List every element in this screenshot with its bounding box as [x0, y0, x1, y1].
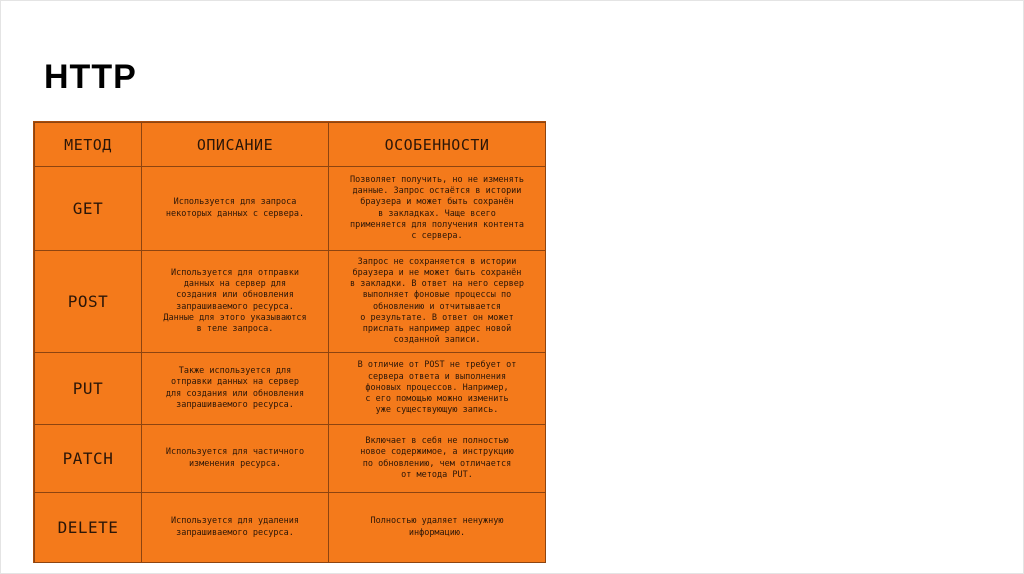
method-description: Используется для запроса некоторых данных с сервера. — [142, 167, 329, 251]
method-features: Запрос не сохраняется в истории браузера и не может быть сохранён в закладки. В ответ на него сервер выполняет фоновые процессы по обновлению и отчитывается о результате. В ответ он может прислать например адрес новой созданной записи. — [329, 251, 546, 353]
method-description: Используется для удаления запрашиваемого ресурса. — [142, 493, 329, 563]
http-methods-table — [33, 121, 546, 563]
table-row-post — [35, 251, 546, 353]
slide-title: HTTP — [44, 58, 137, 96]
method-description: Используется для частичного изменения ресурса. — [142, 425, 329, 493]
method-name: GET — [35, 167, 142, 251]
header-method: МЕТОД — [35, 123, 142, 167]
method-features: Позволяет получить, но не изменять данные. Запрос остаётся в истории браузера и может быть сохранён в закладках. Чаще всего применяется для получения контента с сервера. — [329, 167, 546, 251]
method-features: Полностью удаляет ненужную информацию. — [329, 493, 546, 563]
method-description: Также используется для отправки данных на сервер для создания или обновления запрашиваемого ресурса. — [142, 353, 329, 425]
header-features: ОСОБЕННОСТИ — [329, 123, 546, 167]
method-description: Используется для отправки данных на сервер для создания или обновления запрашиваемого ресурса. Данные для этого указываются в теле запроса. — [142, 251, 329, 353]
method-name: POST — [35, 251, 142, 353]
table-header-row — [35, 123, 546, 167]
methods-table-grid — [34, 122, 546, 563]
method-features: В отличие от POST не требует от сервера ответа и выполнения фоновых процессов. Например, с его помощью можно изменить уже существующую запись. — [329, 353, 546, 425]
table-row-get — [35, 167, 546, 251]
table-row-patch — [35, 425, 546, 493]
table-row-delete — [35, 493, 546, 563]
method-name: PUT — [35, 353, 142, 425]
method-features: Включает в себя не полностью новое содержимое, а инструкцию по обновлению, чем отличается от метода PUT. — [329, 425, 546, 493]
header-description: ОПИСАНИЕ — [142, 123, 329, 167]
method-name: PATCH — [35, 425, 142, 493]
table-row-put — [35, 353, 546, 425]
method-name: DELETE — [35, 493, 142, 563]
